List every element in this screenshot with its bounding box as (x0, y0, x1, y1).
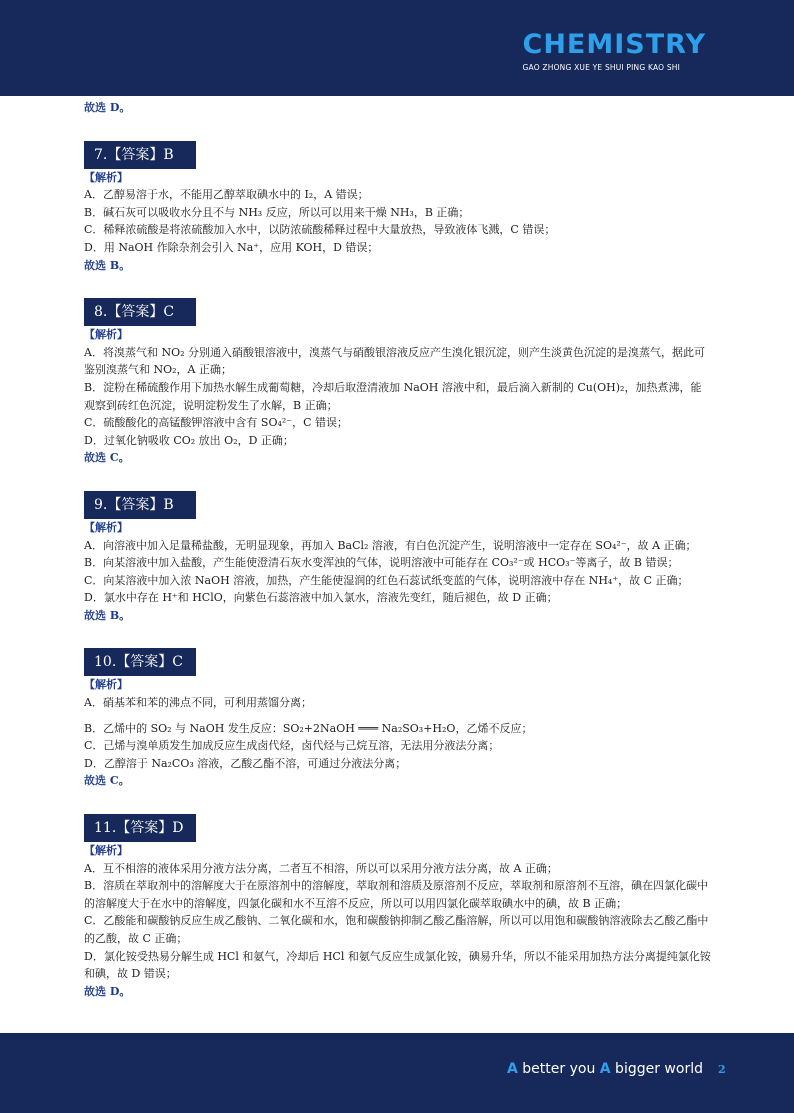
analysis-line: D．氯水中存在 H⁺和 HClO，向紫色石蕊溶液中加入氯水，溶液先变红，随后褪色，故 D 正确； (84, 591, 558, 605)
question-block (84, 648, 712, 790)
answer-header: 7.【答案】B (84, 141, 196, 169)
slogan-accent-1: A (507, 1061, 518, 1077)
spacer (84, 712, 712, 720)
analysis-line: B．淀粉在稀硫酸作用下加热水解生成葡萄糖，冷却后取澄清液加 NaOH 溶液中和，最后滴入新制的 Cu(OH)₂，加热煮沸，能观察到砖红色沉淀，说明淀粉发生了水解，B 正确； (84, 380, 702, 412)
analysis-line: A．乙醇易溶于水，不能用乙醇萃取碘水中的 I₂，A 错误； (84, 188, 369, 202)
analysis-line: B．向某溶液中加入盐酸，产生能使澄清石灰水变浑浊的气体，说明溶液中可能存在 CO₃²⁻或 HCO₃⁻等离子，故 B 错误； (84, 556, 679, 570)
analysis-line: C．硫酸酸化的高锰酸钾溶液中含有 SO₄²⁻，C 错误； (84, 416, 349, 430)
brand-subtitle: GAO ZHONG XUE YE SHUI PING KAO SHI (522, 63, 681, 72)
conclusion: 故选 C。 (84, 774, 130, 788)
question-block (84, 814, 712, 1000)
analysis-line: D．过氧化钠吸收 CO₂ 放出 O₂，D 正确； (84, 433, 294, 447)
analysis-line: C．乙酸能和碳酸钠反应生成乙酸钠、二氧化碳和水，饱和碳酸钠抑制乙酸乙酯溶解，所以可以用饱和碳酸钠溶液除去乙酸乙酯中的乙酸，故 C 正确； (84, 914, 709, 945)
analysis-line: D．乙醇溶于 Na₂CO₃ 溶液，乙酸乙酯不溶，可通过分液法分离； (84, 756, 407, 770)
analysis-line: C．己烯与溴单质发生加成反应生成卤代烃，卤代烃与己烷互溶，无法用分液法分离； (84, 739, 500, 753)
top-conclusion: 故选 D。 (84, 101, 131, 114)
answer-header: 10.【答案】C (84, 648, 196, 676)
analysis-label: 【解析】 (84, 844, 128, 858)
analysis-line: A．将溴蒸气和 NO₂ 分别通入硝酸银溶液中，溴蒸气与硝酸银溶液反应产生溴化银沉淀，则产生淡黄色沉淀的是溴蒸气，据此可鉴别溴蒸气和 NO₂，A 正确； (84, 345, 705, 377)
slogan-part-2: bigger world (610, 1061, 703, 1077)
analysis-line: A．硝基苯和苯的沸点不同，可利用蒸馏分离； (84, 696, 312, 710)
question-list (84, 141, 712, 1001)
analysis-line: C．稀释浓硫酸是将浓硫酸加入水中，以防浓硫酸稀释过程中大量放热，导致液体飞溅，C 错误； (84, 223, 556, 237)
analysis-line: B．乙烯中的 SO₂ 与 NaOH 发生反应：SO₂+2NaOH ═══ Na₂SO₃+H₂O，乙烯不反应； (84, 721, 533, 735)
conclusion: 故选 B。 (84, 258, 131, 272)
answer-header: 9.【答案】B (84, 491, 196, 519)
analysis-line: D．氯化铵受热易分解生成 HCl 和氨气，冷却后 HCl 和氨气反应生成氯化铵，碘易升华，所以不能采用加热方法分离提纯氯化铵和碘，故 D 错误； (84, 949, 711, 981)
analysis-label: 【解析】 (84, 170, 128, 184)
question-block (84, 491, 712, 625)
answer-header: 8.【答案】C (84, 298, 196, 326)
page-number: 2 (718, 1063, 726, 1076)
conclusion: 故选 B。 (84, 608, 131, 622)
conclusion: 故选 D。 (84, 984, 131, 998)
analysis-label: 【解析】 (84, 520, 128, 534)
analysis-line: B．碱石灰可以吸收水分且不与 NH₃ 反应，所以可以用来干燥 NH₃，B 正确； (84, 205, 470, 219)
slogan-part-1: better you (517, 1061, 600, 1077)
question-block (84, 141, 712, 275)
page-header (0, 0, 794, 96)
analysis-line: C．向某溶液中加入浓 NaOH 溶液，加热，产生能使湿润的红色石蕊试纸变蓝的气体，说明溶液中存在 NH₄⁺，故 C 正确； (84, 573, 689, 587)
slogan-accent-2: A (599, 1061, 611, 1077)
brand-block (523, 30, 707, 72)
footer-slogan (507, 1061, 703, 1077)
brand-title: CHEMISTRY (522, 29, 706, 60)
analysis-line: A．互不相溶的液体采用分液方法分离，二者互不相溶，所以可以采用分液方法分离，故 A 正确； (84, 861, 558, 875)
analysis-label: 【解析】 (84, 328, 128, 342)
analysis-line: A．向溶液中加入足量稀盐酸，无明显现象，再加入 BaCl₂ 溶液，有白色沉淀产生，说明溶液中一定存在 SO₄²⁻，故 A 正确； (84, 538, 697, 552)
conclusion: 故选 C。 (84, 451, 130, 465)
analysis-line: B．溶质在萃取剂中的溶解度大于在原溶剂中的溶解度，萃取剂和溶质及原溶剂不反应，萃取剂和原溶剂不互溶，碘在四氯化碳中的溶解度大于在水中的溶解度，四氯化碳和水不互溶不反应，所以可以用四氯化碳萃取碘水中的碘，故 B 正确； (84, 879, 709, 910)
answer-content (84, 99, 712, 1000)
question-block (84, 298, 712, 467)
answer-header: 11.【答案】D (84, 814, 196, 842)
analysis-label: 【解析】 (84, 678, 128, 692)
page-footer (0, 1033, 794, 1113)
analysis-line: D．用 NaOH 作除杂剂会引入 Na⁺，应用 KOH，D 错误； (84, 240, 379, 254)
